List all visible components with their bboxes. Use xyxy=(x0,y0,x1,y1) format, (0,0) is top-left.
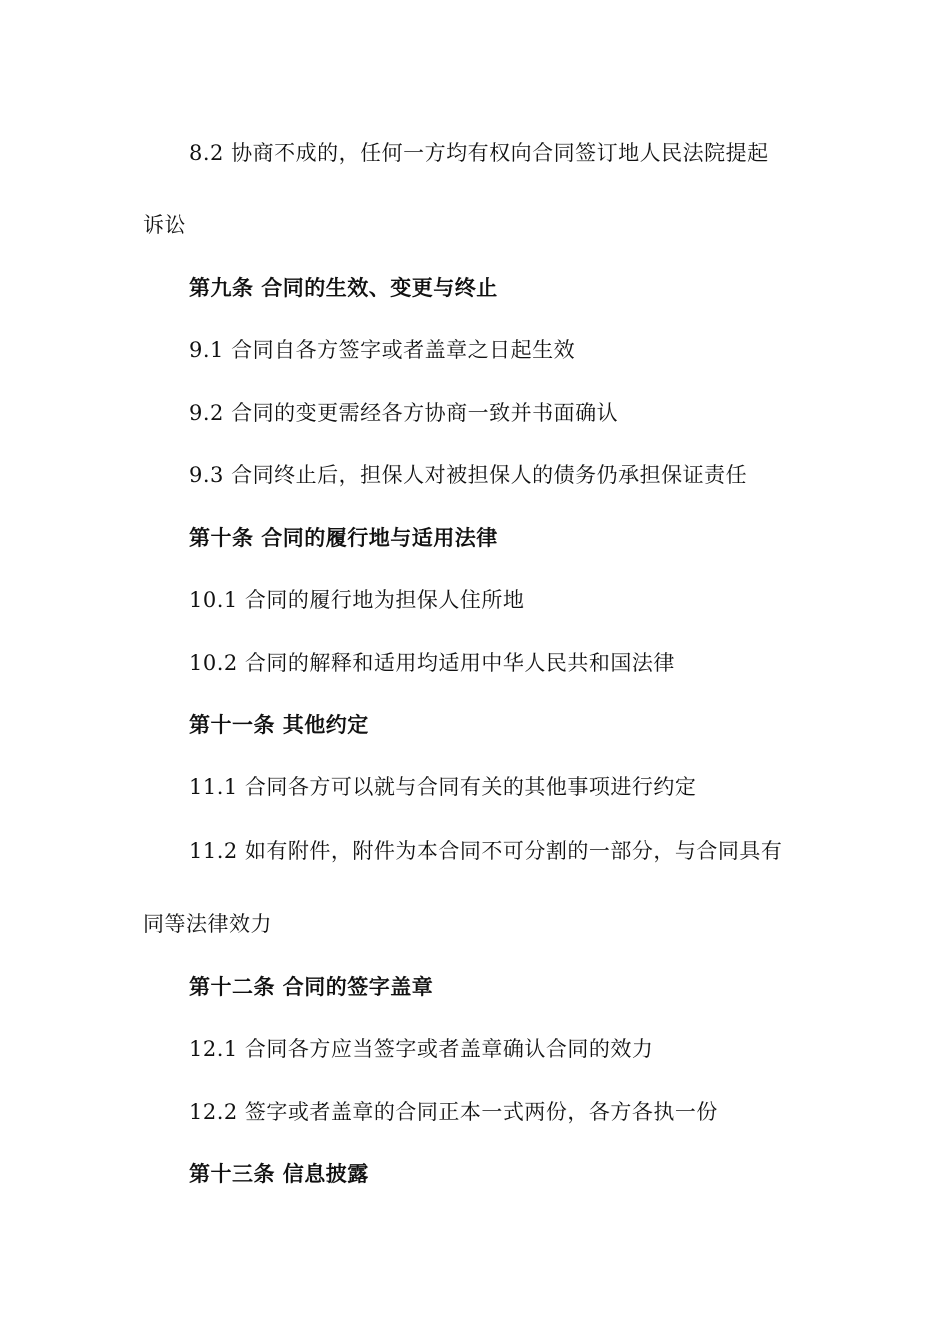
clause-9-3: 9.3 合同终止后，担保人对被担保人的债务仍承担保证责任 xyxy=(189,463,748,487)
clause-11-2-line-1: 11.2 如有附件，附件为本合同不可分割的一部分，与合同具有 xyxy=(189,839,783,863)
clause-11-1: 11.1 合同各方可以就与合同有关的其他事项进行约定 xyxy=(189,775,697,799)
article-12-heading: 第十二条 合同的签字盖章 xyxy=(189,975,434,999)
clause-10-2: 10.2 合同的解释和适用均适用中华人民共和国法律 xyxy=(189,651,675,675)
clause-12-2: 12.2 签字或者盖章的合同正本一式两份，各方各执一份 xyxy=(189,1100,718,1124)
clause-12-1: 12.1 合同各方应当签字或者盖章确认合同的效力 xyxy=(189,1037,654,1061)
clause-8-2-line-2: 诉讼 xyxy=(143,213,186,237)
article-9-heading: 第九条 合同的生效、变更与终止 xyxy=(189,276,498,300)
clause-10-1: 10.1 合同的履行地为担保人住所地 xyxy=(189,588,525,612)
clause-11-2-line-2: 同等法律效力 xyxy=(143,912,272,936)
article-11-heading: 第十一条 其他约定 xyxy=(189,713,369,737)
article-10-heading: 第十条 合同的履行地与适用法律 xyxy=(189,526,498,550)
clause-8-2-line-1: 8.2 协商不成的，任何一方均有权向合同签订地人民法院提起 xyxy=(189,141,769,165)
clause-9-2: 9.2 合同的变更需经各方协商一致并书面确认 xyxy=(189,401,619,425)
article-13-heading: 第十三条 信息披露 xyxy=(189,1162,369,1186)
clause-9-1: 9.1 合同自各方签字或者盖章之日起生效 xyxy=(189,338,576,362)
